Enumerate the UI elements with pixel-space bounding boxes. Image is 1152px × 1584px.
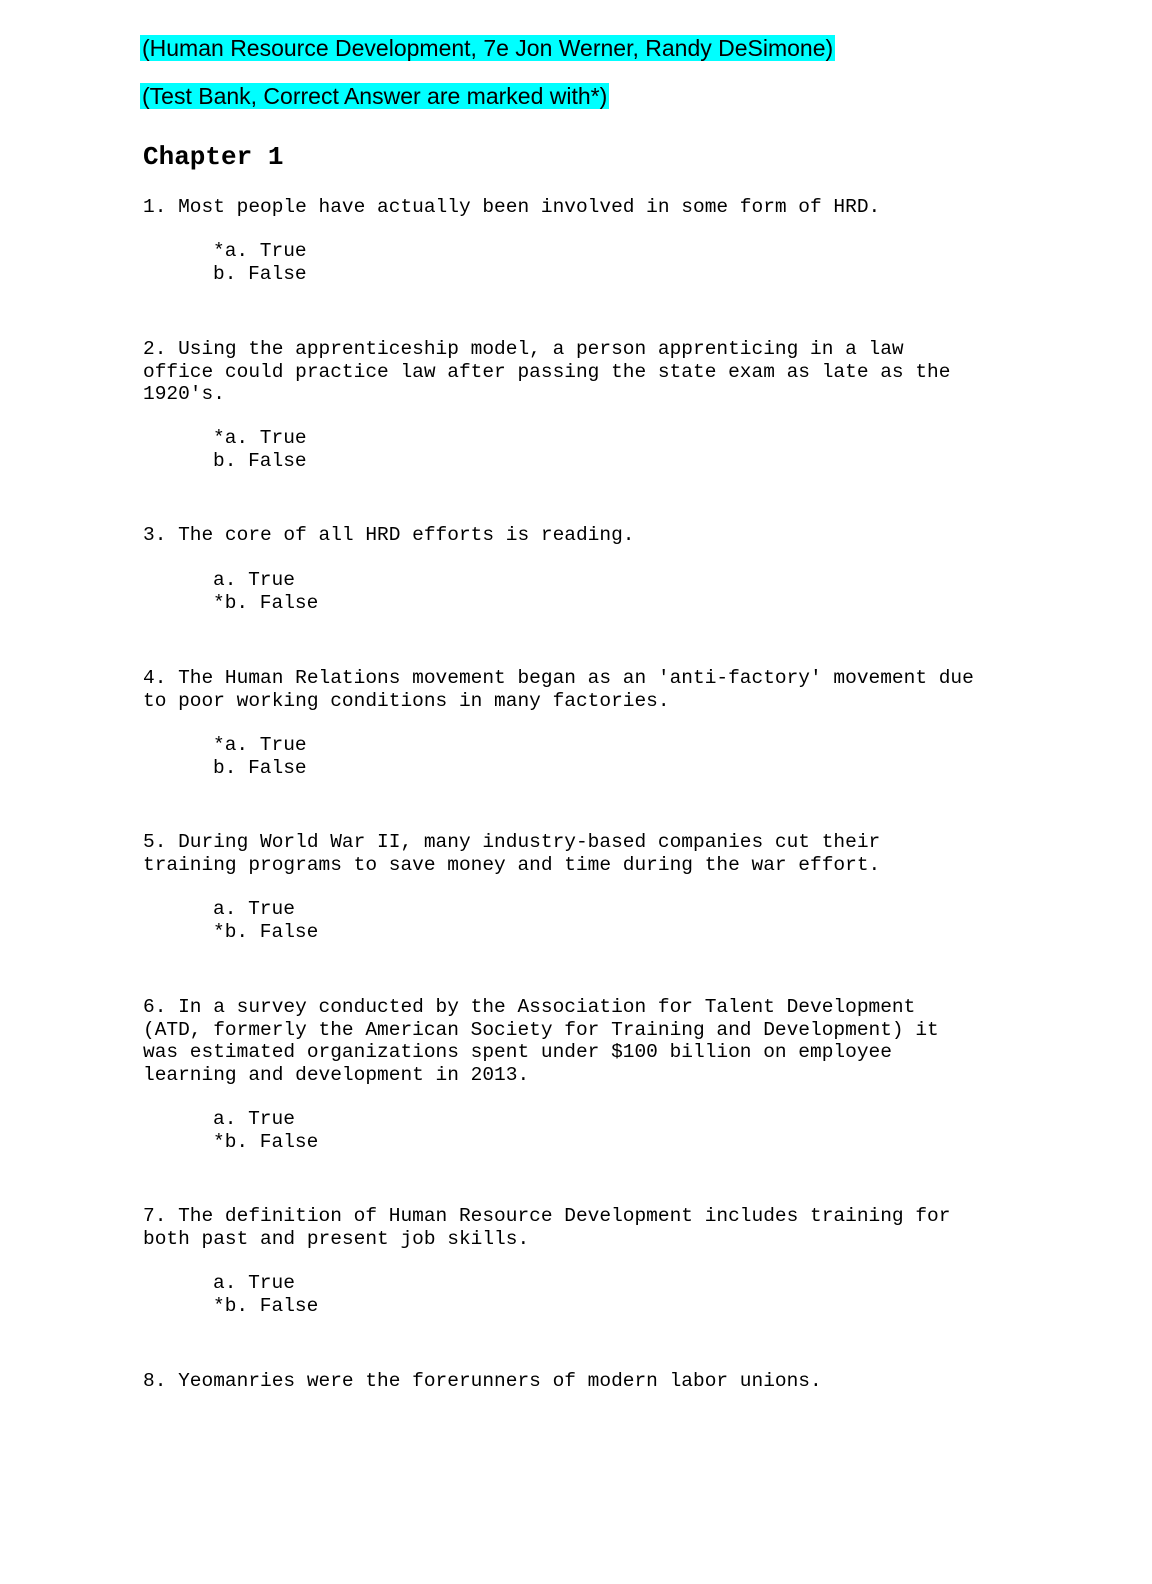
answer-option: *b. False	[213, 1130, 319, 1153]
question-3	[143, 524, 634, 547]
question-line: 4. The Human Relations movement began as an 'anti-factory' movement due	[143, 667, 974, 689]
answer-option: b. False	[213, 756, 307, 779]
answer-option: *b. False	[213, 591, 319, 614]
question-line: 3. The core of all HRD efforts is reading.	[143, 524, 635, 546]
question-7-options	[213, 1272, 318, 1317]
answer-option: *a. True	[213, 734, 307, 756]
question-1	[143, 196, 880, 219]
answer-option: a. True	[213, 569, 295, 591]
question-2	[143, 338, 950, 406]
question-line: 2. Using the apprenticeship model, a person apprenticing in a law	[143, 338, 904, 360]
question-line: (ATD, formerly the American Society for Training and Development) it	[143, 1018, 939, 1041]
question-line: 6. In a survey conducted by the Association for Talent Development	[143, 996, 916, 1018]
question-1-options	[213, 240, 307, 285]
answer-option: *b. False	[213, 920, 319, 943]
question-8	[143, 1370, 822, 1393]
question-7	[143, 1205, 950, 1250]
book-title-highlight: (Human Resource Development, 7e Jon Werner, Randy DeSimone)	[142, 35, 834, 61]
question-5-options	[213, 898, 318, 943]
answer-option: *a. True	[213, 427, 307, 449]
question-5	[143, 831, 880, 876]
answer-option: *a. True	[213, 240, 307, 262]
answer-option: a. True	[213, 1272, 295, 1294]
question-2-options	[213, 427, 307, 472]
question-line: 8. Yeomanries were the forerunners of modern labor unions.	[143, 1370, 822, 1392]
question-3-options	[213, 569, 318, 614]
question-line: 1920's.	[143, 383, 225, 406]
answer-option: a. True	[213, 898, 295, 920]
question-line: office could practice law after passing the state exam as late as the	[143, 360, 951, 383]
question-6-options	[213, 1108, 318, 1153]
question-line: to poor working conditions in many factories.	[143, 689, 670, 712]
question-line: learning and development in 2013.	[143, 1064, 530, 1087]
question-line: both past and present job skills.	[143, 1227, 530, 1250]
answer-option: b. False	[213, 449, 307, 472]
chapter-heading: Chapter 1	[143, 142, 284, 172]
question-line: 7. The definition of Human Resource Development includes training for	[143, 1205, 951, 1227]
question-line: training programs to save money and time during the war effort.	[143, 853, 881, 876]
question-line: 5. During World War II, many industry-based companies cut their	[143, 831, 881, 853]
answer-option: a. True	[213, 1108, 295, 1130]
question-4-options	[213, 734, 307, 779]
question-4	[143, 667, 974, 712]
question-6	[143, 996, 939, 1087]
question-line: was estimated organizations spent under $100 billion on employee	[143, 1041, 892, 1064]
answer-option: *b. False	[213, 1294, 319, 1317]
question-line: 1. Most people have actually been involved in some form of HRD.	[143, 196, 881, 218]
answer-option: b. False	[213, 262, 307, 285]
answer-key-note-highlight: (Test Bank, Correct Answer are marked with*)	[142, 83, 608, 109]
